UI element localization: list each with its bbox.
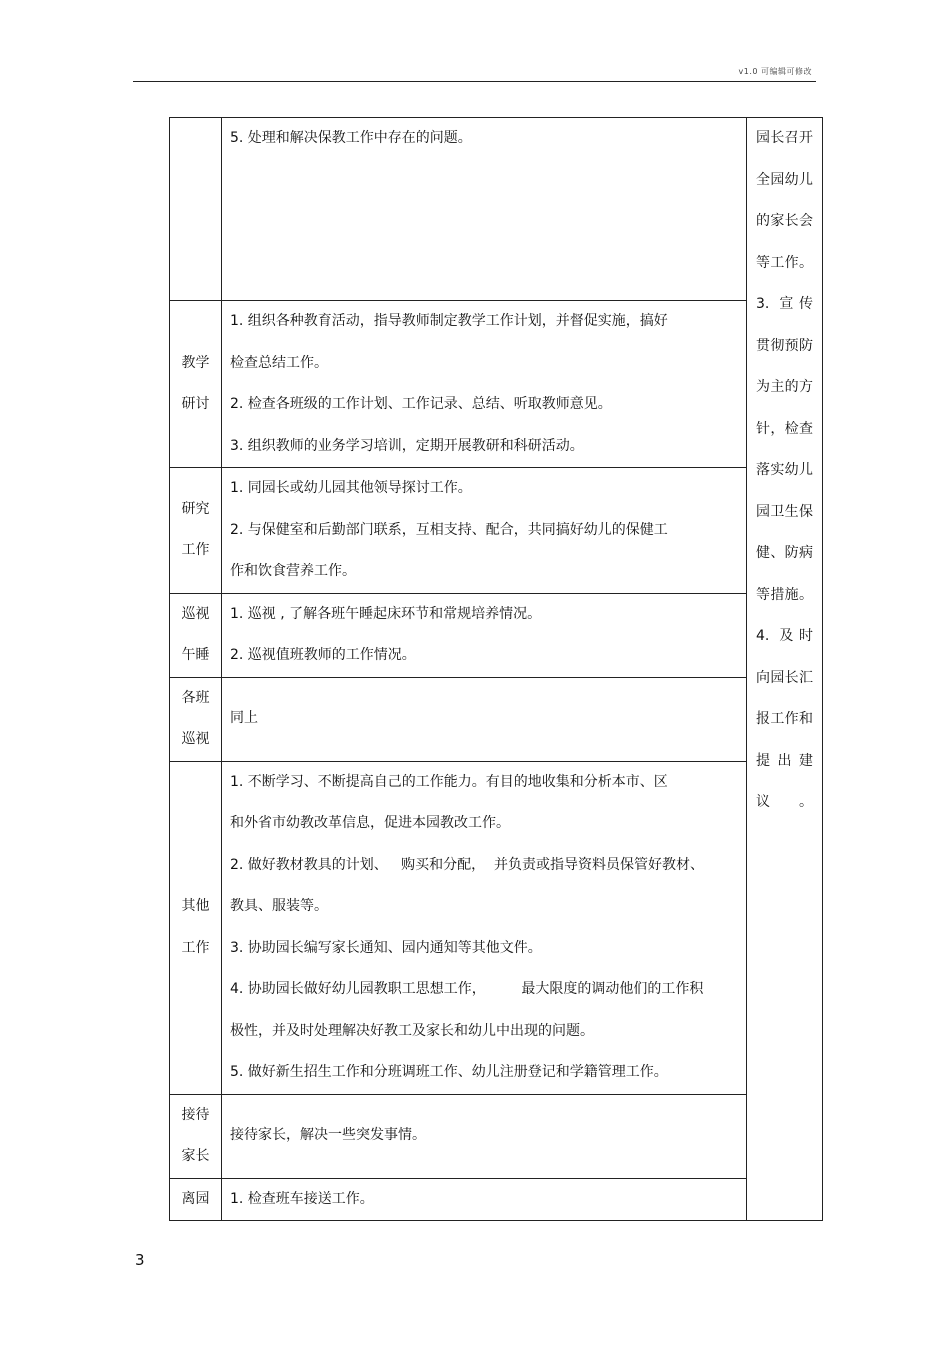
content-line: 1. 同园长或幼儿园其他领导探讨工作。 [230,480,472,496]
content-line: 作和饮食营养工作。 [230,563,356,579]
content-line: 4. 协助园长做好幼儿园教职工思想工作， 最大限度的调动他们的工作积 [230,981,704,997]
table-row [170,761,823,1094]
table-row [170,1178,823,1221]
duty-table [169,117,823,1221]
content-line: 2. 与保健室和后勤部门联系，互相支持、配合，共同搞好幼儿的保健工 [230,521,668,538]
content-line: 和外省市幼教改革信息，促进本园教改工作。 [230,815,510,831]
row-label: 研究工作 [170,468,222,594]
content-line: 1. 巡视 , 了解各班午睡起床环节和常规培养情况。 [230,605,542,622]
row-content [222,593,747,677]
content-line: 1. 不断学习、不断提高自己的工作能力。有目的地收集和分析本市、区 [230,773,668,790]
row-label: 离园 [170,1178,222,1221]
row-content [222,677,747,761]
content-line: 同上 [230,710,258,727]
table-row [170,593,823,677]
page-number: 3 [135,1251,145,1269]
content-line: 2. 检查各班级的工作计划、工作记录、总结、听取教师意见。 [230,396,612,412]
row-content [222,118,747,301]
table-row [170,1094,823,1178]
table-row [170,468,823,594]
table-row [170,118,823,301]
row-content [222,468,747,594]
content-line: 接待家长，解决一些突发事情。 [230,1127,426,1144]
row-label: 巡视午睡 [170,593,222,677]
content-line: 极性，并及时处理解决好教工及家长和幼儿中出现的问题。 [230,1022,594,1039]
content-line: 检查总结工作。 [230,354,328,371]
content-line: 3. 组织教师的业务学习培训，定期开展教研和科研活动。 [230,437,584,454]
header-rule [133,81,816,82]
row-label: 教学研讨 [170,301,222,468]
row-label: 其他工作 [170,761,222,1094]
content-line: 1. 检查班车接送工作。 [230,1190,374,1207]
content-line: 5. 处理和解决保教工作中存在的问题。 [230,130,472,146]
content-line: 2. 巡视值班教师的工作情况。 [230,647,416,663]
table-row [170,301,823,468]
row-content [222,301,747,468]
row-content [222,1178,747,1221]
row-content [222,761,747,1094]
row-content [222,1094,747,1178]
content-line: 3. 协助园长编写家长通知、园内通知等其他文件。 [230,939,542,956]
side-responsibility-cell [747,118,823,1221]
content-line: 教具、服装等。 [230,898,328,914]
content-line: 1. 组织各种教育活动，指导教师制定教学工作计划，并督促实施，搞好 [230,313,668,329]
row-label [170,118,222,301]
header-version: v1.0 可编辑可修改 [738,67,812,76]
content-line: 5. 做好新生招生工作和分班调班工作、幼儿注册登记和学籍管理工作。 [230,1064,668,1080]
row-label: 接待家长 [170,1094,222,1178]
table-row [170,677,823,761]
side-text: 园长召开全园幼儿的家长会等工作。3. 宣传贯彻预防为主的方针，检查落实幼儿园卫生保健、防病等措施。4. 及时向园长汇报工作和提出建议。 [756,130,813,810]
content-line: 2. 做好教材教具的计划、 购买和分配， 并负责或指导资料员保管好教材、 [230,856,705,873]
row-label: 各班巡视 [170,677,222,761]
